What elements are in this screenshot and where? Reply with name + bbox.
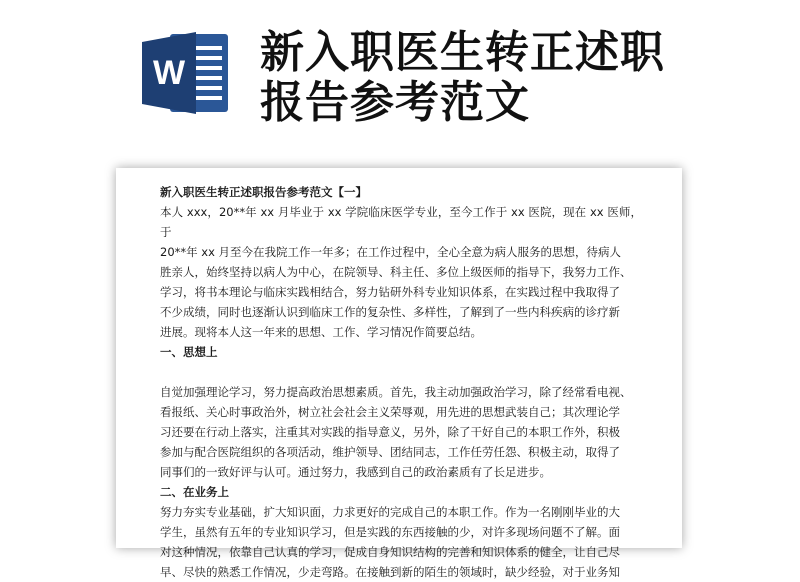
paragraph-line: 学习，将书本理论与临床实践相结合，努力钻研外科专业知识体系，在实践过程中我取得了	[160, 285, 620, 299]
paragraph-line: 努力夯实专业基础，扩大知识面，力求更好的完成自己的本职工作。作为一名刚刚毕业的大	[160, 505, 620, 519]
word-document-icon	[140, 26, 232, 120]
page-title-line-2: 报告参考范文	[260, 77, 530, 128]
paragraph-line: 进展。现将本人这一年来的思想、工作、学习情况作简要总结。	[160, 325, 482, 339]
section-heading: 一、思想上	[160, 345, 218, 359]
paragraph-line: 对这种情况，依靠自己认真的学习，促成自身知识结构的完善和知识体系的健全，让自己尽	[160, 545, 620, 559]
paragraph-line: 同事们的一致好评与认可。通过努力，我感到自己的政治素质有了长足进步。	[160, 465, 551, 479]
page-header	[0, 0, 800, 160]
section-heading: 二、在业务上	[160, 485, 229, 499]
page-title	[260, 28, 780, 128]
paragraph-line: 学生，虽然有五年的专业知识学习，但是实践的东西接触的少，对许多现场问题不了解。面	[160, 525, 620, 539]
paragraph-line: 早、尽快的熟悉工作情况，少走弯路。在接触到新的陌生的领域时，缺少经验，对于业务知	[160, 565, 620, 579]
paragraph-line: 不少成绩，同时也逐渐认识到临床工作的复杂性、多样性，了解到了一些内科疾病的诊疗新	[160, 305, 620, 319]
paragraph-line: 胜亲人，始终坚持以病人为中心，在院领导、科主任、多位上级医师的指导下，我努力工作、	[160, 265, 632, 279]
paragraph-line: 20**年 xx 月至今在我院工作一年多；在工作过程中，全心全意为病人服务的思想，待病人	[160, 245, 622, 259]
paragraph-line: 自觉加强理论学习，努力提高政治思想素质。首先，我主动加强政治学习，除了经常看电视、	[160, 385, 632, 399]
paragraph-line: 看报纸、关心时事政治外，树立社会社会主义荣辱观，用先进的思想武装自己；其次理论学	[160, 405, 620, 419]
blank-line	[160, 362, 642, 382]
page-title-line-1: 新入职医生转正述职	[260, 27, 665, 78]
paragraph-line: 本人 xxx，20**年 xx 月毕业于 xx 学院临床医学专业，至今工作于 xx 医院，现在 xx 医师，于	[160, 205, 642, 239]
word-icon-letter: W	[152, 54, 186, 92]
paragraph-line: 习还要在行动上落实，注重其对实践的指导意义，另外，除了干好自己的本职工作外，积极	[160, 425, 620, 439]
paragraph-line: 参加与配合医院组织的各项活动，维护领导、团结同志，工作任劳任怨、积极主动，取得了	[160, 445, 620, 459]
document-page	[116, 168, 682, 579]
document-body	[160, 182, 642, 582]
document-title: 新入职医生转正述职报告参考范文【一】	[160, 185, 367, 199]
